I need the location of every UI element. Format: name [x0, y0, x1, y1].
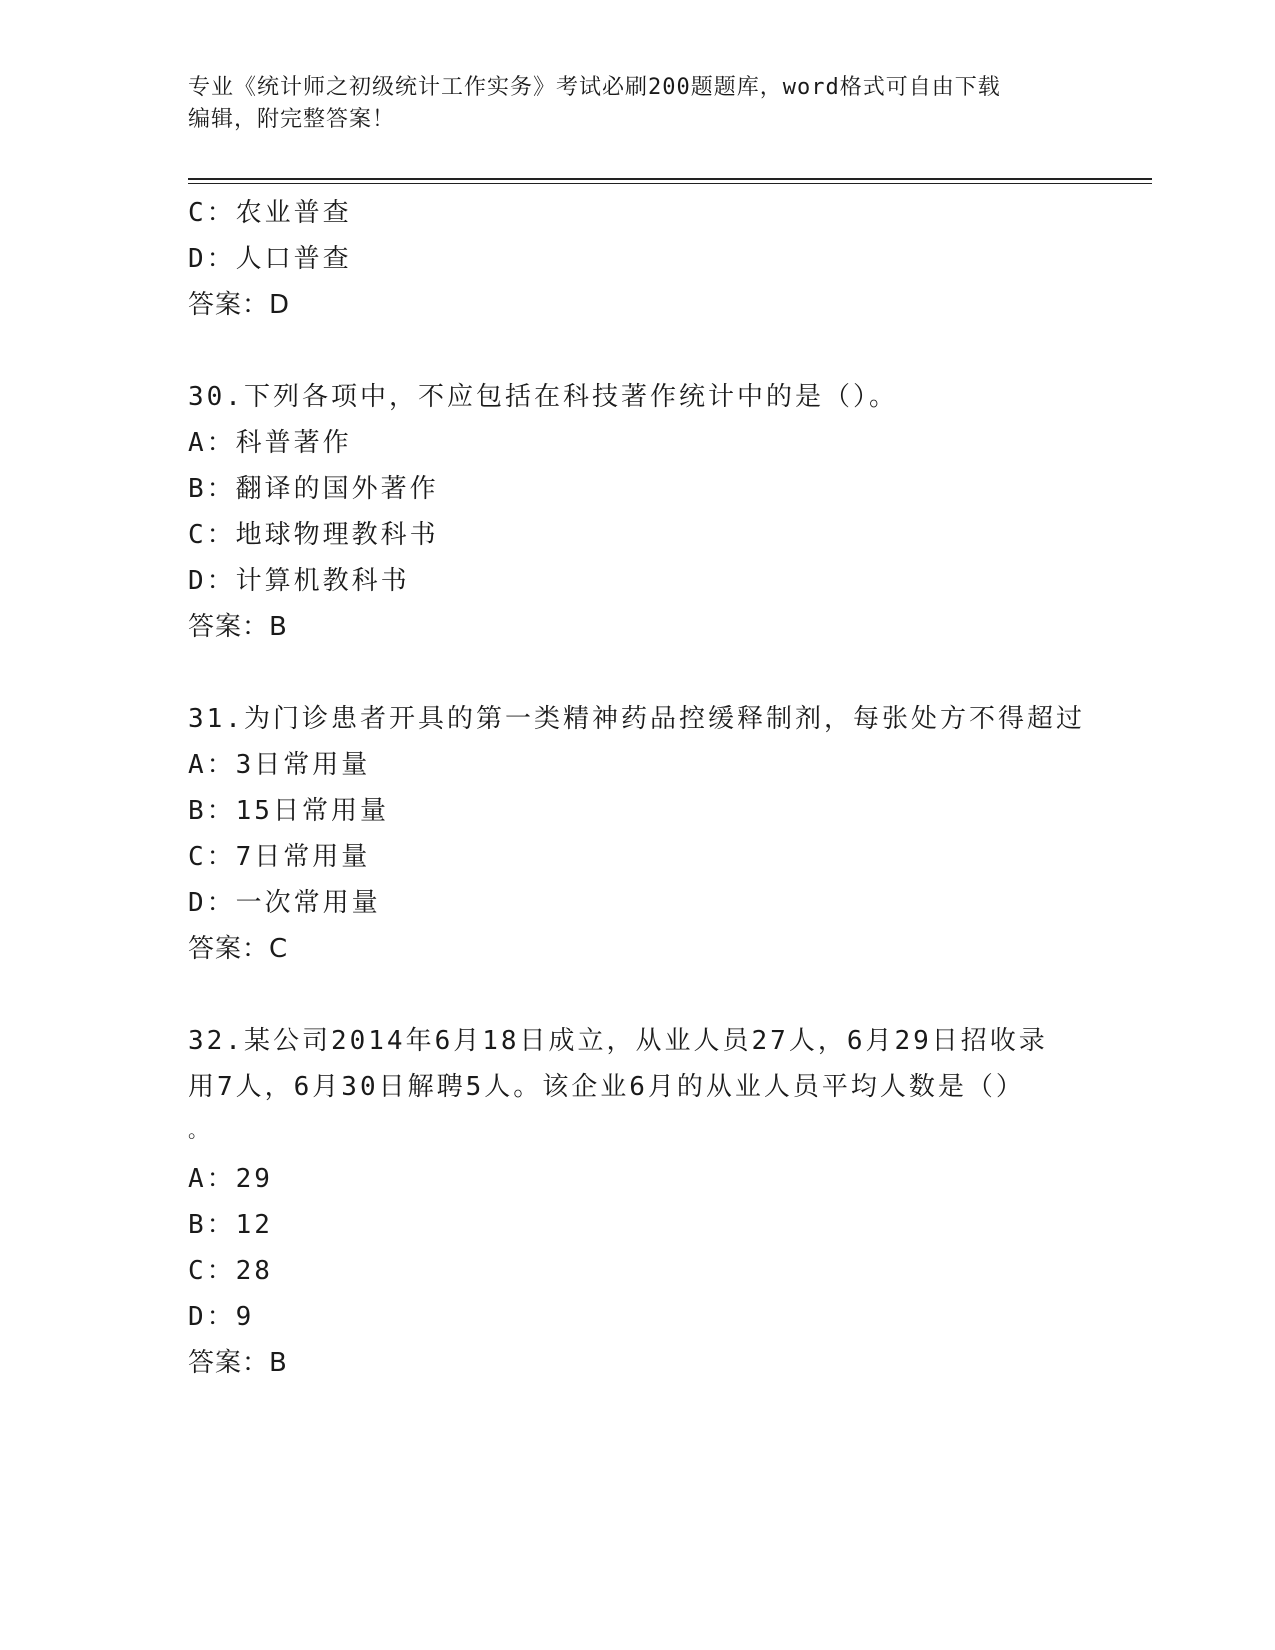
option-b: B：15日常用量: [188, 796, 389, 826]
answer-line: 答案：D: [188, 290, 291, 320]
option-d: D：计算机教科书: [188, 566, 410, 596]
question-list: [188, 190, 1128, 1386]
option-a: A：科普著作: [188, 428, 352, 458]
answer-line: 答案：C: [188, 934, 289, 964]
option-a: A：3日常用量: [188, 750, 371, 780]
question-30: [188, 374, 1128, 650]
spacer: [188, 650, 1128, 696]
header-line-1: 专业《统计师之初级统计工作实务》考试必刷200题题库，word格式可自由下载: [188, 75, 1001, 100]
spacer: [188, 328, 1128, 374]
option-c: C：7日常用量: [188, 842, 371, 872]
question-stem-line-3: 。: [188, 1118, 211, 1142]
option-c: C：28: [188, 1256, 273, 1286]
option-d: D：9: [188, 1302, 255, 1332]
answer-line: 答案：B: [188, 612, 288, 642]
document-header: [188, 72, 1088, 136]
option-c: C：地球物理教科书: [188, 520, 439, 550]
answer-line: 答案：B: [188, 1348, 288, 1378]
option-b: B：12: [188, 1210, 273, 1240]
option-b: B：翻译的国外著作: [188, 474, 439, 504]
question-stem-line-2: 用7人，6月30日解聘5人。该企业6月的从业人员平均人数是（）: [188, 1072, 1025, 1102]
header-divider-thin: [188, 183, 1152, 184]
header-divider-thick: [188, 178, 1152, 180]
option-d: D：一次常用量: [188, 888, 381, 918]
option-c: C：农业普查: [188, 198, 352, 228]
option-d: D：人口普查: [188, 244, 352, 274]
question-stem: 31.为门诊患者开具的第一类精神药品控缓释制剂，每张处方不得超过: [188, 704, 1085, 734]
question-31: [188, 696, 1128, 972]
question-stem: 30.下列各项中，不应包括在科技著作统计中的是（）。: [188, 382, 898, 412]
spacer: [188, 972, 1128, 1018]
header-line-2: 编辑，附完整答案！: [188, 107, 396, 132]
option-a: A：29: [188, 1164, 273, 1194]
question-29-tail: [188, 190, 1128, 328]
question-stem-line-1: 32.某公司2014年6月18日成立，从业人员27人，6月29日招收录: [188, 1026, 1048, 1056]
question-32: [188, 1018, 1128, 1386]
